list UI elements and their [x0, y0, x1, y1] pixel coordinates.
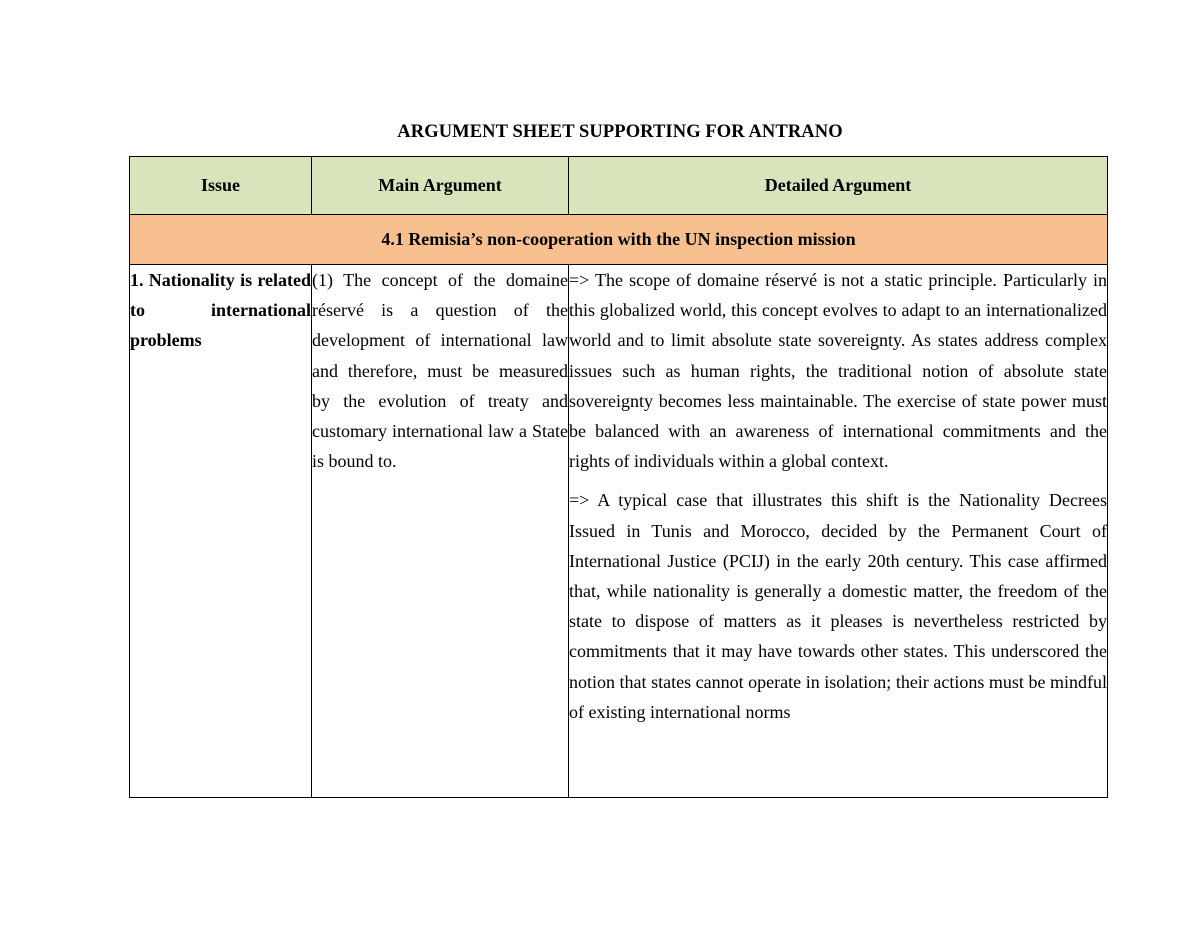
- column-header-issue: Issue: [130, 157, 312, 215]
- argument-table: [129, 156, 1108, 798]
- column-header-detailed-argument: Detailed Argument: [569, 157, 1108, 215]
- main-argument-cell: (1) The concept of the domaine réservé is a question of the development of international law and therefore, must be measured by the evolution of treaty and customary international law a State is bound to.: [312, 265, 569, 798]
- detailed-argument-cell: [569, 265, 1108, 798]
- detailed-argument-paragraph: => The scope of domaine réservé is not a static principle. Particularly in this globalized world, this concept evolves to adapt to an internationalized world and to limit absolute state sovereignty. As states address complex issues such as human rights, the traditional notion of absolute state sovereignty becomes less maintainable. The exercise of state power must be balanced with an awareness of international commitments and the rights of individuals within a global context.: [569, 270, 1107, 472]
- table-header-row: [130, 157, 1108, 215]
- issue-cell: 1. Nationality is related to international problems: [130, 265, 312, 798]
- table-row: [130, 265, 1108, 798]
- column-header-main-argument: Main Argument: [312, 157, 569, 215]
- section-row: [130, 215, 1108, 265]
- document-title: ARGUMENT SHEET SUPPORTING FOR ANTRANO: [397, 122, 843, 142]
- detailed-argument-paragraph: => A typical case that illustrates this shift is the Nationality Decrees Issued in Tunis and Morocco, decided by the Permanent Court of International Justice (PCIJ) in the early 20th century. This case affirmed that, while nationality is generally a domestic matter, the freedom of the state to dispose of matters as it pleases is nevertheless restricted by commitments that it may have towards other states. This underscored the notion that states cannot operate in isolation; their actions must be mindful of existing international norms: [569, 490, 1107, 722]
- section-title: 4.1 Remisia’s non-cooperation with the UN inspection mission: [130, 215, 1108, 265]
